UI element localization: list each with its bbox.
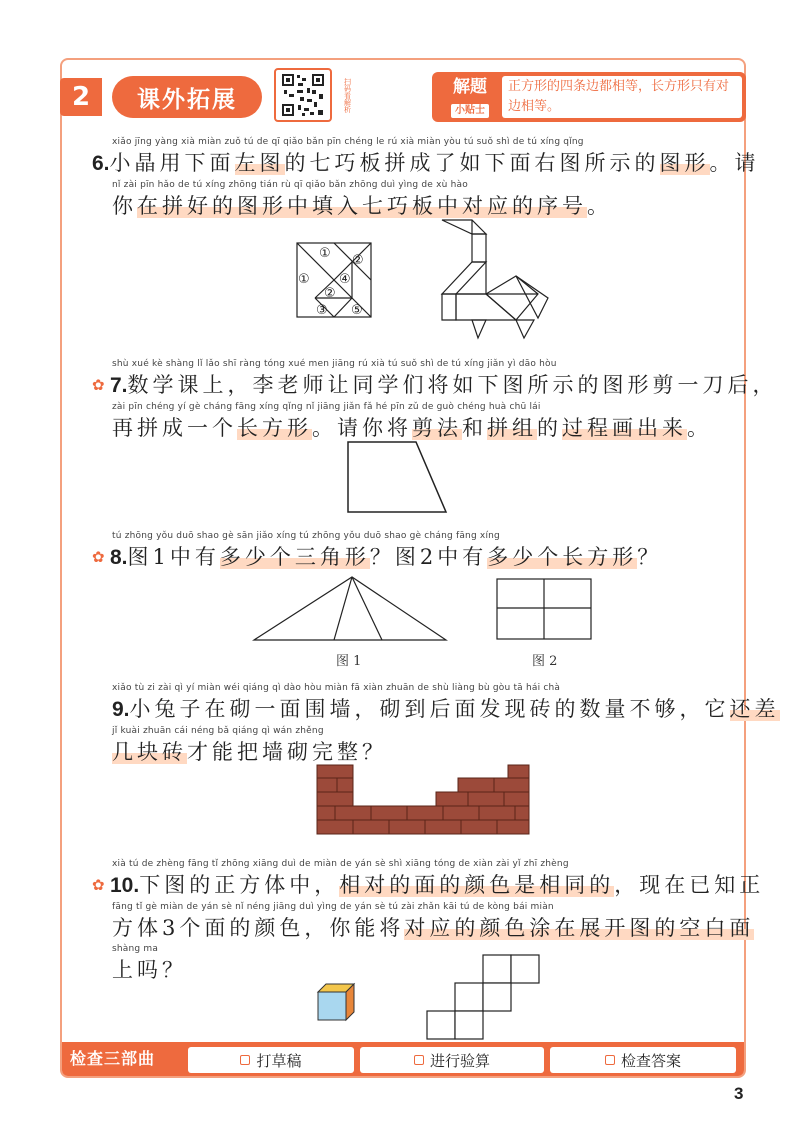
question-6	[92, 136, 760, 221]
checkbox-icon[interactable]	[414, 1055, 424, 1065]
pinyin-line: xiǎo tù zi zài qì yí miàn wéi qiáng qì dào hòu miàn fā xiàn zhuān de shù liàng bù gòu tā hái chà	[112, 683, 561, 693]
check-answer[interactable]	[550, 1047, 736, 1073]
check-label: 打草稿	[256, 1051, 302, 1070]
text: ，现在已知正	[614, 873, 765, 897]
question-7	[92, 358, 778, 443]
text: ？	[637, 545, 663, 569]
highlight-text: 长方形	[237, 416, 312, 440]
text: 。	[587, 194, 612, 218]
tangram-label: ①	[319, 246, 331, 261]
tangram-label: ②	[352, 253, 364, 268]
text: 图1中有	[127, 545, 220, 569]
tangram-label: ①	[298, 272, 310, 287]
check-verify[interactable]	[360, 1047, 544, 1073]
highlight-text: 还差	[729, 697, 780, 721]
text: 和	[462, 416, 487, 440]
highlight-text: 几块砖	[112, 740, 187, 764]
text: 。请你将	[312, 416, 412, 440]
highlight-text: 对应的颜色涂在展开图的空白面	[404, 916, 755, 940]
star-icon: ✿	[92, 876, 105, 894]
highlight-text: 在拼好的图形中填入七巧板中对应的序号	[137, 194, 587, 218]
text: 你	[112, 194, 137, 218]
triangle-figure-1	[252, 574, 448, 644]
cube-net-figure	[426, 954, 540, 1040]
figure-1-caption: 图 1	[336, 654, 362, 669]
question-line	[92, 148, 760, 179]
highlight-text: 拼组	[487, 416, 537, 440]
question-line	[92, 370, 778, 401]
check-draft[interactable]	[188, 1047, 354, 1073]
question-8	[92, 530, 752, 573]
question-line	[92, 870, 765, 901]
text: 小晶用下面	[109, 151, 235, 175]
pinyin-line: fāng tǐ gè miàn de yán sè nǐ néng jiāng duì yìng de yán sè tú zài zhǎn kāi tú de kòng bái miàn	[112, 902, 554, 912]
question-number: 6.	[92, 152, 110, 175]
tangram-label: ②	[324, 286, 336, 301]
text: 再拼成一个	[112, 416, 237, 440]
text: 。请	[709, 151, 760, 175]
highlight-text: 多少个三角形	[219, 545, 370, 569]
pinyin-line: tú zhōng yǒu duō shao gè sān jiǎo xíng tú zhōng yǒu duō shao gè cháng fāng xíng	[112, 531, 500, 541]
highlight-text: 相对的面的颜色是相同的	[339, 873, 615, 897]
pinyin-line: zài pīn chéng yí gè cháng fāng xíng qǐng nǐ jiāng jiǎn fǎ hé pīn zǔ de guò chéng huà chū lái	[112, 402, 541, 412]
pinyin-line: jǐ kuài zhuān cái néng bǎ qiáng qì wán zhěng	[112, 726, 324, 736]
question-line	[92, 694, 780, 725]
qr-code-icon[interactable]	[274, 68, 332, 122]
question-line	[92, 413, 752, 443]
text: ？图2中有	[369, 545, 488, 569]
tangram-label: ③	[316, 303, 328, 318]
rectangle-figure-2	[496, 578, 592, 640]
highlight-text: 多少个长方形	[487, 545, 638, 569]
colored-cube-figure	[316, 982, 356, 1022]
text: 下图的正方体中，	[139, 873, 340, 897]
highlight-text: 左图	[234, 151, 285, 175]
section-number: 2	[60, 78, 102, 116]
pinyin-line: shù xué kè shàng lǐ lǎo shī ràng tóng xué men jiāng rú xià tú suǒ shì de tú xíng jiǎn yì dāo hòu	[112, 359, 557, 369]
question-line	[92, 955, 752, 985]
question-number: 9.	[112, 698, 130, 721]
question-line	[92, 913, 755, 943]
question-line	[92, 542, 752, 573]
tangram-label: ⑤	[351, 303, 363, 318]
question-9	[92, 682, 780, 767]
page-number: 3	[734, 1084, 744, 1103]
text: 上吗？	[112, 958, 187, 982]
text: 的	[537, 416, 562, 440]
tip-subtitle: 小贴士	[451, 104, 489, 118]
text: 小兔子在砌一面围墙，砌到后面发现砖的数量不够，它	[129, 697, 730, 721]
tangram-bird-figure	[438, 216, 554, 346]
text: 的七巧板拼成了如下面右图所示的	[284, 151, 660, 175]
section-title: 课外拓展	[112, 76, 262, 118]
footer-label: 检查三部曲	[70, 1049, 156, 1068]
brick-wall-figure	[316, 764, 530, 836]
qr-side-text: 扫码看解析	[343, 77, 352, 113]
check-label: 检查答案	[620, 1051, 681, 1070]
checkbox-icon[interactable]	[240, 1055, 250, 1065]
text: 才能把墙砌完整？	[187, 740, 387, 764]
check-label: 进行验算	[429, 1051, 490, 1070]
highlight-text: 剪法	[412, 416, 462, 440]
pinyin-line: xià tú de zhèng fāng tǐ zhōng xiāng duì de miàn de yán sè shì xiāng tóng de xiàn zài yǐ zhī zhèng	[112, 859, 569, 869]
pinyin-line: xiǎo jīng yàng xià miàn zuǒ tú de qī qiǎo bǎn pīn chéng le rú xià miàn yòu tú suǒ shì de tú xíng qǐng	[112, 137, 584, 147]
text: 数学课上，李老师让同学们将如下图所示的图形剪一刀后，	[127, 373, 778, 397]
star-icon: ✿	[92, 548, 105, 566]
pinyin-line: shàng ma	[112, 944, 159, 954]
question-10	[92, 858, 765, 985]
question-line	[92, 191, 752, 221]
question-number: 7.	[110, 374, 128, 397]
text: 。	[687, 416, 712, 440]
pinyin-line: nǐ zài pīn hǎo de tú xíng zhōng tián rù qī qiǎo bǎn zhōng duì yìng de xù hào	[112, 180, 468, 190]
question-line	[92, 737, 752, 767]
checkbox-icon[interactable]	[605, 1055, 615, 1065]
tangram-square-figure	[296, 242, 372, 318]
text: 方体3个面的颜色，你能将	[112, 916, 405, 940]
tip-title: 解题	[453, 77, 487, 97]
question-number: 8.	[110, 546, 128, 569]
tip-label	[440, 76, 500, 118]
tangram-label: ④	[339, 272, 351, 287]
highlight-text: 过程画出来	[562, 416, 687, 440]
question-number: 10.	[110, 874, 140, 897]
star-icon: ✿	[92, 376, 105, 394]
highlight-text: 图形	[659, 151, 710, 175]
trapezoid-figure	[346, 440, 448, 514]
figure-2-caption: 图 2	[532, 654, 558, 669]
tip-text: 正方形的四条边都相等，长方形只有对边相等。	[502, 76, 742, 118]
